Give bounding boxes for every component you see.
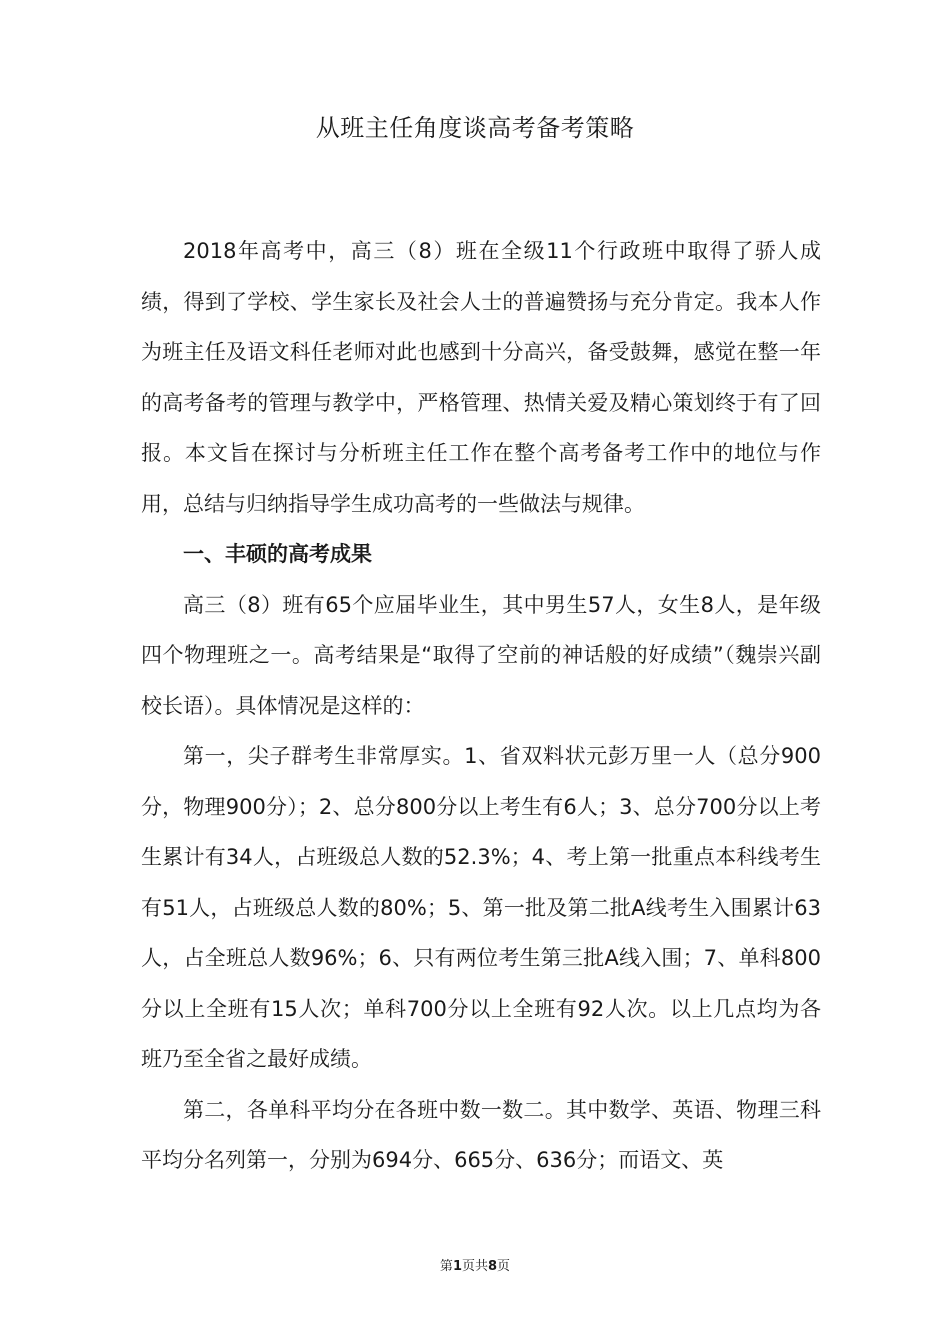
page-footer xyxy=(0,1258,950,1276)
footer-total-pages: 8 xyxy=(488,1259,498,1274)
footer-prefix: 第 xyxy=(439,1259,453,1274)
footer-middle: 页共 xyxy=(461,1259,488,1274)
footer-current-page: 1 xyxy=(452,1259,462,1274)
intro-paragraph: 2018年高考中，高三（8）班在全级11个行政班中取得了骄人成绩，得到了学校、学生家长及社会人士的普遍赞扬与充分肯定。我本人作为班主任及语文科任老师对此也感到十分高兴，备受鼓舞，感觉在整一年的高考备考的管理与教学中，严格管理、热情关爱及精心策划终于有了回报。本文旨在探讨与分析班主任工作在整个高考备考工作中的地位与作用，总结与归纳指导学生成功高考的一些做法与规律。 xyxy=(141,239,821,516)
section-heading: 一、丰硕的高考成果 xyxy=(183,542,372,566)
document-title: 从班主任角度谈高考备考策略 xyxy=(315,114,635,142)
footer-suffix: 页 xyxy=(497,1259,511,1274)
section-paragraph: 第一，尖子群考生非常厚实。1、省双料状元彭万里一人（总分900分，物理900分）；2、总分800分以上考生有6人；3、总分700分以上考生累计有34人，占班级总人数的52.3%；4、考上第一批重点本科线考生有51人，占班级总人数的80%；5、第一批及第二批A线考生入围累计63人，占全班总人数96%；6、只有两位考生第三批A线入围；7、单科800分以上全班有15人次；单科700分以上全班有92人次。以上几点均为各班乃至全省之最好成绩。 xyxy=(141,744,821,1071)
section-paragraph: 第二，各单科平均分在各班中数一数二。其中数学、英语、物理三科平均分名列第一，分别为694分、665分、636分；而语文、英 xyxy=(141,1097,821,1172)
document-body xyxy=(141,226,821,1186)
section-paragraph: 高三（8）班有65个应届毕业生，其中男生57人，女生8人，是年级四个物理班之一。高考结果是“取得了空前的神话般的好成绩”（魏崇兴副校长语）。具体情况是这样的： xyxy=(141,592,821,718)
